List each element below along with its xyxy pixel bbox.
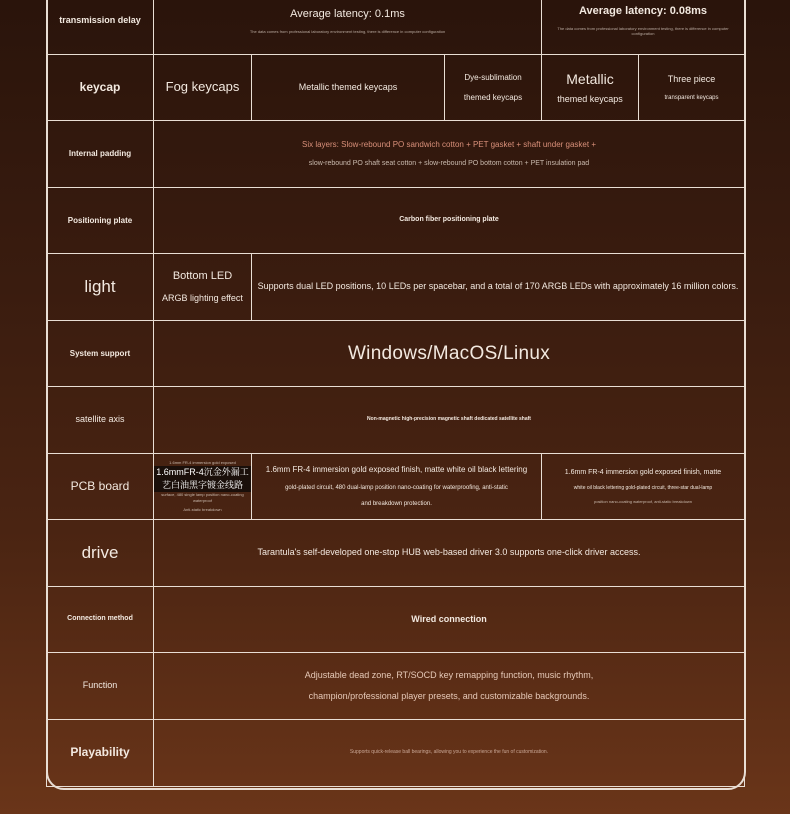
function-value (154, 653, 745, 720)
latency-cell-b (542, 0, 745, 55)
row-connection-method (47, 587, 745, 653)
row-playability (47, 720, 745, 787)
row-label: drive (47, 520, 154, 587)
playability-value: Supports quick-release ball bearings, allowing you to experience the fun of customization. (154, 720, 745, 787)
row-transmission-delay (47, 0, 745, 55)
plate-value: Carbon fiber positioning plate (154, 188, 745, 254)
connection-value: Wired connection (154, 587, 745, 653)
pcb-left-cell (154, 454, 252, 520)
row-label: transmission delay (47, 0, 154, 55)
keycap-metallic (542, 55, 639, 121)
pcb-left-en: 1.6mm FR-4 immersion gold exposed (169, 459, 236, 465)
row-pcb-board (47, 454, 745, 520)
pcb-right-line3: position nano-coating waterproof, anti-static breakdown (593, 499, 693, 505)
row-internal-padding (47, 121, 745, 188)
row-system-support (47, 321, 745, 387)
keycap-dye-sub-line1: Dye-sublimation (464, 72, 522, 82)
pcb-left-cn1: 1.6mmFR-4沉金外漏工 (154, 466, 251, 479)
latency-b-note: The data comes from professional laboratory environment testing, there is difference in computer configuration (557, 25, 729, 37)
light-sub (154, 254, 252, 321)
keycap-dye-sub-line2: themed keycaps (463, 92, 523, 102)
row-label: PCB board (47, 454, 154, 520)
pcb-mid-cell (252, 454, 542, 520)
pcb-mid-line1: 1.6mm FR-4 immersion gold exposed finish, matte white oil black lettering (265, 465, 528, 475)
latency-cell-a (154, 0, 542, 55)
latency-a: Average latency: 0.1ms (290, 7, 405, 20)
keycap-metallic-line2: themed keycaps (557, 94, 623, 105)
padding-line1: Six layers: Slow-rebound PO sandwich cotton + PET gasket + shaft under gasket + (301, 140, 596, 150)
pcb-right-line2: white oil black lettering gold-plated circuit, three-star dual-lamp (573, 485, 713, 492)
drive-value: Tarantula's self-developed one-stop HUB web-based driver 3.0 supports one-click driver access. (154, 520, 745, 587)
satellite-value: Non-magnetic high-precision magnetic shaft dedicated satellite shaft (154, 387, 745, 454)
row-label: Playability (47, 720, 154, 787)
light-sub-line1: Bottom LED (172, 269, 233, 282)
function-line2: champion/professional player presets, and customizable backgrounds. (308, 691, 590, 701)
row-keycap (47, 55, 745, 121)
latency-a-note: The data comes from professional laboratory environment testing, there is difference in computer configuration (249, 28, 446, 34)
pcb-left-cn2: 艺白油黑字镀金线路 (154, 479, 251, 492)
pcb-mid-line2: gold-plated circuit, 480 dual-lamp position nano-coating for waterproofing, anti-static (285, 484, 508, 491)
pcb-left-mini: surface, 480 single lamp position nano-coating waterproof (161, 491, 244, 503)
keycap-fog: Fog keycaps (154, 55, 252, 121)
keycap-dye-sub (445, 55, 542, 121)
keycap-three-piece (639, 55, 745, 121)
spec-table (46, 0, 745, 787)
light-sub-line2: ARGB lighting effect (162, 293, 243, 304)
row-label: Positioning plate (47, 188, 154, 254)
padding-value (154, 121, 745, 188)
keycap-three-piece-line1: Three piece (667, 73, 716, 84)
latency-b: Average latency: 0.08ms (579, 4, 707, 17)
pcb-right-line1: 1.6mm FR-4 immersion gold exposed finish, matte (564, 468, 722, 476)
row-label: Internal padding (47, 121, 154, 188)
row-label: Connection method (47, 587, 154, 653)
row-label: keycap (47, 55, 154, 121)
system-value: Windows/MacOS/Linux (154, 321, 745, 387)
row-label: satellite axis (47, 387, 154, 454)
row-function (47, 653, 745, 720)
row-drive (47, 520, 745, 587)
row-label: System support (47, 321, 154, 387)
function-line1: Adjustable dead zone, RT/SOCD key remapping function, music rhythm, (304, 669, 594, 680)
pcb-left-mini2: Anti-static breakdown (183, 507, 222, 513)
row-label: light (47, 254, 154, 321)
light-value: Supports dual LED positions, 10 LEDs per spacebar, and a total of 170 ARGB LEDs with approximately 16 million colors. (252, 254, 745, 321)
padding-line2: slow-rebound PO shaft seat cotton + slow-rebound PO bottom cotton + PET insulation pad (308, 159, 590, 167)
row-satellite-axis (47, 387, 745, 454)
pcb-mid-line3: and breakdown protection. (361, 501, 432, 508)
row-label: Function (47, 653, 154, 720)
keycap-three-piece-line2: transparent keycaps (664, 94, 719, 101)
pcb-right-cell (542, 454, 745, 520)
keycap-metallic-line1: Metallic (566, 70, 614, 87)
keycap-metallic-themed: Metallic themed keycaps (252, 55, 445, 121)
row-light (47, 254, 745, 321)
row-positioning-plate (47, 188, 745, 254)
